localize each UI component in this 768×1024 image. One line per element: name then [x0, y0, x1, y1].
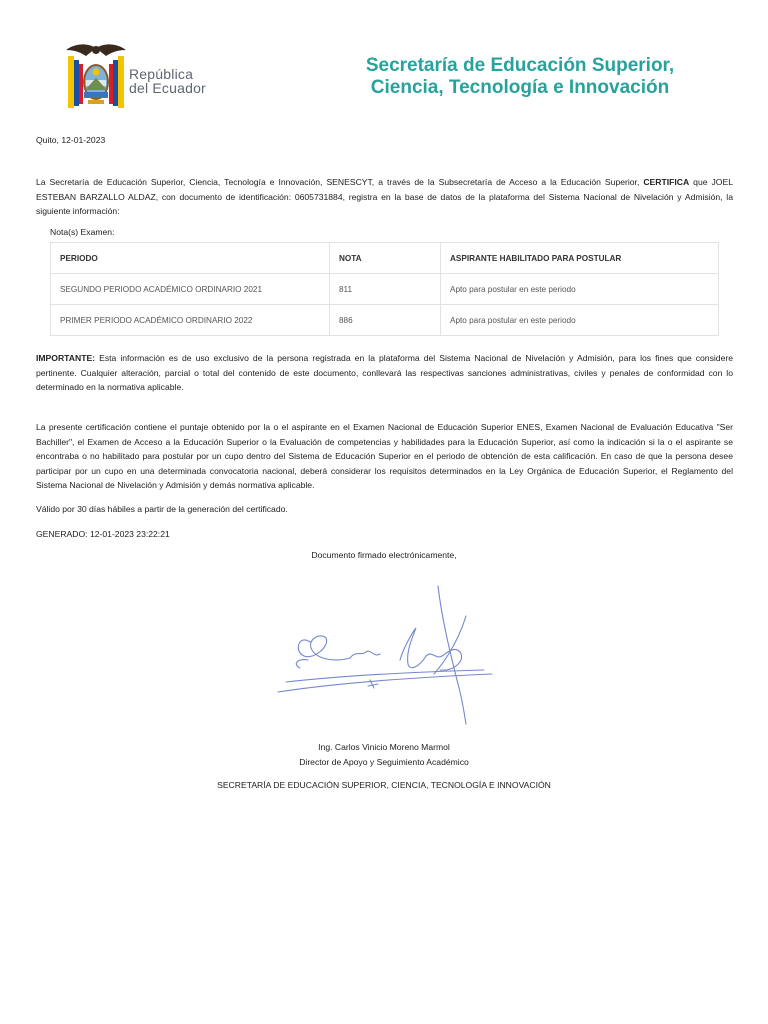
- generado-text: GENERADO: 12-01-2023 23:22:21: [36, 529, 170, 539]
- cell-periodo: PRIMER PERIODO ACADÉMICO ORDINARIO 2022: [51, 305, 330, 336]
- cell-nota: 811: [330, 274, 441, 305]
- place-date: Quito, 12-01-2023: [36, 135, 106, 145]
- secretaria-line-1: Secretaría de Educación Superior,: [365, 55, 675, 76]
- document-header: [0, 0, 768, 120]
- cell-nota: 886: [330, 305, 441, 336]
- firmante-cargo: Director de Apoyo y Seguimiento Académico: [299, 757, 469, 767]
- importante-paragraph: [36, 351, 733, 395]
- table-row: [51, 274, 719, 305]
- importante-label: IMPORTANTE:: [36, 353, 96, 363]
- firmante-nombre: Ing. Carlos Vinicio Moreno Marmol: [318, 742, 450, 752]
- firmado-text: Documento firmado electrónicamente,: [311, 550, 457, 560]
- header-periodo: PERIODO: [51, 243, 330, 274]
- republica-del-ecuador-logo-text: [129, 67, 206, 95]
- republica-line-1: República: [129, 66, 194, 82]
- table-row: [51, 305, 719, 336]
- institucion-text: SECRETARÍA DE EDUCACIÓN SUPERIOR, CIENCIA, TECNOLOGÍA E INNOVACIÓN: [217, 780, 551, 790]
- table-header-row: [51, 243, 719, 274]
- header-habilitado: ASPIRANTE HABILITADO PARA POSTULAR: [441, 243, 719, 274]
- header-nota: NOTA: [330, 243, 441, 274]
- certifica-label: CERTIFICA: [643, 177, 690, 187]
- intro-paragraph: [36, 175, 733, 219]
- intro-text-before: La Secretaría de Educación Superior, Ciencia, Tecnología e Innovación, SENESCYT, a través de la Subsecretaría de Acceso a la Educación Superior,: [36, 177, 644, 187]
- cell-periodo: SEGUNDO PERIODO ACADÉMICO ORDINARIO 2021: [51, 274, 330, 305]
- notas-label: Nota(s) Examen:: [50, 227, 115, 237]
- certificacion-paragraph: La presente certificación contiene el puntaje obtenido por la o el aspirante en el Examen Nacional de Educación Superior ENES, Examen Nacional de Evaluación Educativa "Ser Bachiller", el Examen de Acceso a la Educación Superior o la Evaluación de competencias y habilidades para la Educación Superior, así como la indicación si la o el aspirante se encontraba o no habilitado para postular por un cupo dentro del Sistema de Educación Superior en el periodo de obtención de esta calificación. En caso de que la persona desee participar por un cupo en una determinada convocatoria nacional, deberá considerar los requisitos determinados en la Ley Orgánica de Educación Superior, el Reglamento del Sistema Nacional de Nivelación y Admisión y demás normativa aplicable.: [36, 422, 733, 490]
- handwritten-signature: [270, 580, 500, 730]
- republica-line-2: del Ecuador: [129, 80, 206, 96]
- intro-text-after: que JOEL ESTEBAN BARZALLO ALDAZ, con documento de identificación: 0605731884, registra en la base de datos de la plataforma del Sistema Nacional de Nivelación y Admisión, la siguiente información:: [36, 177, 733, 216]
- cell-habilitado: Apto para postular en este periodo: [441, 305, 719, 336]
- notas-table: [50, 242, 719, 336]
- validez-text: Válido por 30 días hábiles a partir de la generación del certificado.: [36, 504, 288, 514]
- secretaria-line-2: Ciencia, Tecnología e Innovación: [370, 77, 670, 98]
- cell-habilitado: Apto para postular en este periodo: [441, 274, 719, 305]
- secretaria-title: [330, 55, 710, 99]
- importante-text: Esta información es de uso exclusivo de la persona registrada en la plataforma del Sistema Nacional de Nivelación y Admisión, para los fines que considere pertinente. Cualquier alteración, parcial o total del contenido de este documento, conllevará las respectivas sanciones administrativas, civiles y penales de conformidad con lo determinado en la normativa aplicable.: [36, 353, 733, 392]
- ecuador-coat-of-arms-icon: [64, 40, 128, 112]
